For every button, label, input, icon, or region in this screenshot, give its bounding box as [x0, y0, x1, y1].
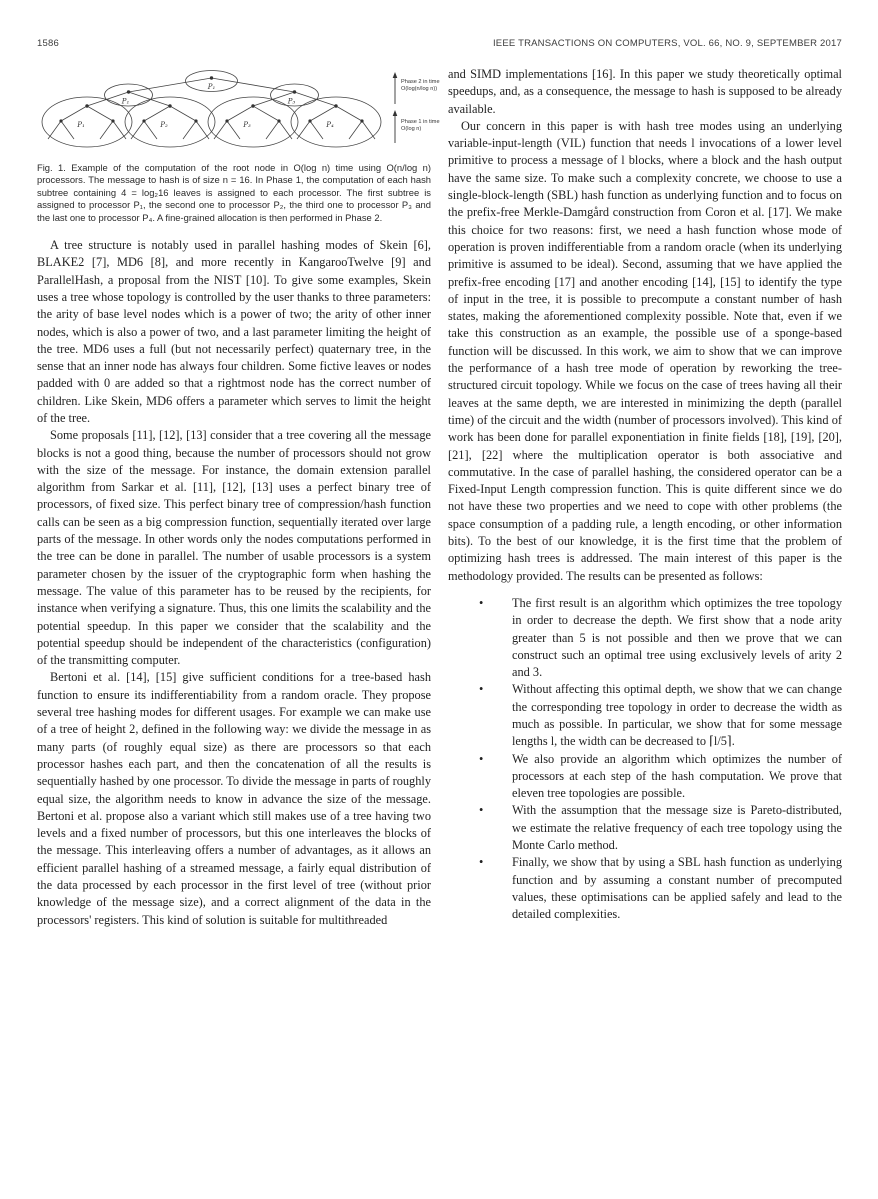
left-paragraph-1: A tree structure is notably used in parallel hashing modes of Skein [6], BLAKE2 [7], MD6 [8], and more recently in KangarooTwelve [9] and ParallelHash, a proposal from the NIST [10]. To give some examples, Skein uses a tree whose topology is controlled by the user thanks to three parameters: the arity of base level nodes which is a power of two; the arity of other inner nodes, which is also a power of two, and a last parameter limiting the height of the tree. MD6 uses a full (but not necessarily perfect) quaternary tree, in the sense that an inner node has always four children. Some fictive leaves or nodes padded with 0 are added so that a rightmost node has the correct number of children. Like Skein, MD6 offers a parameter which serves to limit the height of the tree.	[37, 238, 431, 425]
left-paragraph-3: Bertoni et al. [14], [15] give sufficient conditions for a tree-based hash function to ensure its indifferentiability from a random oracle. They propose several tree hashing modes for different usages. For example we can make use of a tree of height 2, defined in the following way: we divide the message in as many parts (of roughly equal size) as there are processors so that each processor hashes each part, and then the concatenation of all the results is sequentially hashed by one processor. To divide the message in parts of roughly equal size, the algorithm needs to know in advance the size of the message. Bertoni et al. propose also a variant which still makes use of a tree having two levels and a fixed number of processors, but this one interleaves the blocks of the message. This interleaving offers a number of advantages, as it allows an efficient parallel hashing of a streamed message, a fairly equal distribution of the data processed by each processor in the first level of tree (without prior knowledge of the message size), and a correct alignment of the data in the processors' registers. This kind of solution is suitable for multithreaded	[37, 670, 431, 927]
results-list-item-text: Finally, we show that by using a SBL hash function as underlying function and by assuming a constant number of precomputed values, these optimisations can be applied safely and lead to the detailed complexities.	[512, 855, 842, 922]
right-paragraph-2: Our concern in this paper is with hash tree modes using an underlying variable-input-length (VIL) function that needs l invocations of a lower level primitive to process a message of l blocks, where a block and the hash output have the same size. To make such a complexity concrete, we choose to use a single-block-length (SBL) hash function as underlying function and to focus on the prefix-free Merkle-Damgård construction from Coron et al. [17]. We make this choice for two reasons: first, we need a hash function whose mode of operation is proven indifferentiable from a random oracle (when its underlying primitive is assumed to be ideal). Second, assuming that we have applied the prefix-free encoding [17] and another encoding [14], [15] to identify the type of input in the tree, it is possible to precompute a constant number of hash states, making the aforementioned complexity possible. Note that, even if we take this construction as an example, the possible use of a sponge-based function will be discussed. In this work, we aim to show that we can improve the performance of a hash tree mode of operation by reworking the tree-structured circuit topology. While we focus on the case of trees having all their leaves at the same depth, we are interested in minimizing the depth (parallel time) of the circuit and the width (number of processors involved). This kind of work has been done for parallel exponentiation in finite fields [18], [19], [20], [21], [22] where the multiplication operator is both associative and commutative. In the case of parallel hashing, the considered operator can be a Fixed-Input Length compression function. This is quite different since we do not have these two properties and we need to cope with other problems (the space consumption of a padding rule, a length encoding, or other information bits). To the best of our knowledge, it is the first time that the problem of optimizing hash trees is addressed. The main interest of this paper is the methodology provided. The results can be presented as follows:	[448, 118, 842, 583]
phase-arrows	[393, 72, 398, 143]
subtree-label-1: P₁	[77, 121, 85, 129]
results-list-item-2	[448, 681, 842, 750]
figure-1-caption: Fig. 1. Example of the computation of the root node in O(log n) time using O(n/log n) processors. The message to hash is of size n = 16. In Phase 1, the computation of each hash subtree containing 4 = log₂16 leaves is assigned to each processor. The first subtree is assigned to processor P₁, the second one to processor P₂, the third one to processor P₃ and the last one to processor P₄. A fine-grained allocation is then performed in Phase 2.	[37, 162, 431, 223]
results-list-item-text: Without affecting this optimal depth, we show that we can change the corresponding tree topology in order to decrease the width as much as possible. In particular, we show that for some message lengths l, the width can be decreased to ⌈l/5⌉.	[512, 682, 842, 749]
results-list-item-text: The first result is an algorithm which optimizes the tree topology in order to decrease the depth. We first show that a node arity greater than 5 is not possible and then we prove that we can construct such an optimal tree using exclusively levels of arity 2 and 3.	[512, 595, 842, 680]
results-list-item-3	[448, 751, 842, 803]
phase-annotations	[401, 79, 440, 132]
hash-tree-diagram	[37, 68, 443, 154]
subtree-label-3: P₃	[243, 121, 251, 129]
results-list-item-text: With the assumption that the message size is Pareto-distributed, we estimate the relative frequency of each tree topology using the Monte Carlo method.	[512, 803, 842, 853]
root-processor-label: P₁	[207, 83, 216, 91]
mid-processor-label-1: P₁	[121, 97, 130, 106]
phase2-label-line1: Phase 2 in time	[401, 79, 440, 85]
left-column	[37, 66, 440, 929]
journal-title-header: IEEE TRANSACTIONS ON COMPUTERS, VOL. 66, NO. 9, SEPTEMBER 2017	[492, 38, 842, 49]
results-list-item-text: We also provide an algorithm which optimizes the number of processors at each step of the hash computation. We prove that eleven tree topologies are possible.	[512, 751, 842, 801]
subtree-label-2: P₂	[160, 121, 168, 129]
figure-1	[37, 68, 440, 224]
bullet-icon: •	[479, 751, 484, 766]
results-list	[448, 595, 842, 924]
right-column	[448, 66, 842, 929]
subtree-label-4: P₄	[326, 121, 334, 129]
bullet-icon: •	[479, 803, 484, 818]
two-column-body	[37, 66, 842, 929]
phase2-label-line2: O(log(n/log n))	[401, 86, 438, 92]
results-list-item-5	[448, 854, 842, 923]
results-list-item-1	[448, 595, 842, 681]
left-paragraph-2: Some proposals [11], [12], [13] consider that a tree covering all the message blocks is not a good thing, because the number of processors should not grow with the size of the message. For instance, the domain extension parallel algorithm from Sarkar et al. [11], [12], [13] uses a perfect binary tree of processors, of fixed size. This perfect binary tree of compression/hash function calls can be seen as a big compression function, sequentially iterated over large parts of the message. In other words only the nodes computations performed in the tree can be done in parallel. The number of usable processors is a system parameter chosen by the issuer of the cryptographic form when hashing the message. The value of this parameter has to be reused by the recipients, for instance when verifying a signature. Thus, this one limits the scalability and the potential speedup. In this paper we consider that the scalability and the potential speedup should be independent of the characteristics (configuration) of the transmitting computer.	[37, 428, 431, 668]
bullet-icon: •	[479, 595, 484, 610]
page-number: 1586	[37, 38, 59, 49]
right-paragraph-1: and SIMD implementations [16]. In this paper we study theoretically optimal speedups, and, as a consequence, the message to hash is supposed to be already available.	[448, 67, 842, 116]
bullet-icon: •	[479, 682, 484, 697]
running-head	[37, 38, 842, 49]
bullet-icon: •	[479, 855, 484, 870]
phase1-label-line1: Phase 1 in time	[401, 119, 440, 125]
results-list-item-4	[448, 802, 842, 854]
phase1-label-line2: O(log n)	[401, 126, 422, 132]
mid-processor-label-2: P₃	[287, 97, 296, 106]
processor-group-outlines	[42, 71, 381, 148]
